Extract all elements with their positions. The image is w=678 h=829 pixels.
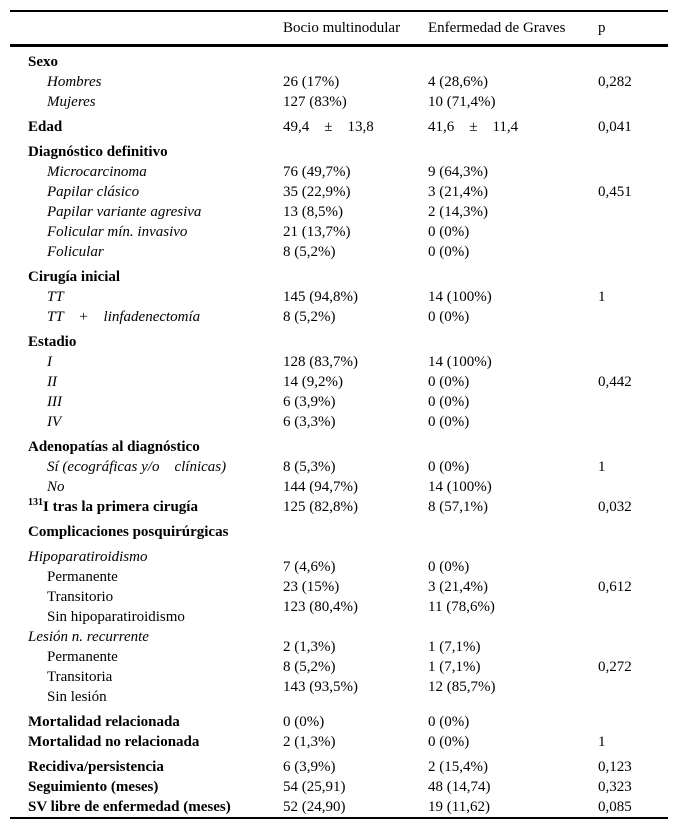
table-row xyxy=(10,607,668,627)
table-row xyxy=(10,242,668,262)
table-row xyxy=(10,307,668,327)
row-label: Mortalidad relacionada xyxy=(28,714,180,730)
row-label: Papilar variante agresiva xyxy=(47,204,202,220)
value-cell xyxy=(283,497,428,517)
cell-text: 11 (78,6%) xyxy=(428,599,495,615)
p-value-cell xyxy=(598,752,668,777)
value-cell xyxy=(428,432,598,457)
table-row xyxy=(10,647,668,667)
p-value-cell xyxy=(598,202,668,222)
row-label: Transitorio xyxy=(47,589,114,605)
cell-text: 1 xyxy=(598,289,606,305)
value-cell xyxy=(428,222,598,242)
table-row xyxy=(10,262,668,287)
value-cell xyxy=(428,477,598,497)
value-cell xyxy=(428,262,598,287)
cell-text: 0 (0%) xyxy=(428,224,470,240)
cell-text: 1 (7,1%) xyxy=(428,659,481,675)
cell-text: 14 (9,2%) xyxy=(283,374,343,390)
cell-text: 21 (13,7%) xyxy=(283,224,351,240)
p-value-cell xyxy=(598,607,668,627)
p-value-cell xyxy=(598,262,668,287)
header-enfermedad-de-graves: Enfermedad de Graves xyxy=(428,11,598,46)
row-label: Sí (ecográficas y/o clínicas) xyxy=(47,459,227,475)
cell-text: 3 (21,4%) xyxy=(428,579,488,595)
table-row xyxy=(10,372,668,392)
cell-text: 1 xyxy=(598,734,606,750)
value-cell xyxy=(428,112,598,137)
row-label: I xyxy=(47,354,52,370)
row-label: Lesión n. recurrente xyxy=(28,629,149,645)
value-cell xyxy=(283,162,428,182)
value-cell xyxy=(428,46,598,73)
value-cell xyxy=(428,182,598,202)
cell-text: 49,4 ± 13,8 xyxy=(283,119,374,135)
table-row xyxy=(10,222,668,242)
cell-text: 12 (85,7%) xyxy=(428,679,496,695)
cell-text: 0,442 xyxy=(598,374,632,390)
p-value-cell xyxy=(598,457,668,477)
value-cell xyxy=(283,202,428,222)
table-row xyxy=(10,202,668,222)
value-cell xyxy=(428,92,598,112)
value-cell xyxy=(283,182,428,202)
table-row xyxy=(10,732,668,752)
p-value-cell xyxy=(598,392,668,412)
cell-text: 6 (3,3%) xyxy=(283,414,336,430)
cell-text: 8 (5,2%) xyxy=(283,309,336,325)
cell-text: 8 (5,2%) xyxy=(283,659,336,675)
table-row xyxy=(10,287,668,307)
cell-text: 6 (3,9%) xyxy=(283,759,336,775)
cell-text: 3 (21,4%) xyxy=(428,184,488,200)
value-cell xyxy=(428,777,598,797)
cell-text: 14 (100%) xyxy=(428,289,492,305)
cell-text: 2 (1,3%) xyxy=(283,639,336,655)
value-cell xyxy=(428,202,598,222)
value-cell xyxy=(428,72,598,92)
value-cell xyxy=(283,352,428,372)
value-cell xyxy=(283,392,428,412)
p-value-cell xyxy=(598,92,668,112)
value-cell xyxy=(428,162,598,182)
p-value-cell xyxy=(598,112,668,137)
p-value-cell xyxy=(598,46,668,73)
cell-text: 0,032 xyxy=(598,499,632,515)
row-label: Sexo xyxy=(28,54,58,70)
p-value-cell xyxy=(598,242,668,262)
p-value-cell xyxy=(598,517,668,542)
cell-text: 0 (0%) xyxy=(428,394,470,410)
table-row xyxy=(10,457,668,477)
row-label: Mortalidad no relacionada xyxy=(28,734,200,750)
value-cell xyxy=(283,327,428,352)
cell-text: 0,085 xyxy=(598,799,632,815)
table-row xyxy=(10,797,668,818)
table-row xyxy=(10,777,668,797)
cell-text: 14 (100%) xyxy=(428,354,492,370)
p-value-cell xyxy=(598,137,668,162)
value-cell xyxy=(428,372,598,392)
value-cell xyxy=(283,732,428,752)
p-value-cell xyxy=(598,432,668,457)
row-label: Edad xyxy=(28,119,63,135)
cell-text: 8 (57,1%) xyxy=(428,499,488,515)
p-value-cell xyxy=(598,72,668,92)
cell-text: 127 (83%) xyxy=(283,94,347,110)
row-label: Diagnóstico definitivo xyxy=(28,144,168,160)
value-cell xyxy=(428,352,598,372)
cell-text: 52 (24,90) xyxy=(283,799,346,815)
table-row xyxy=(10,112,668,137)
table-row xyxy=(10,752,668,777)
cell-text: 0 (0%) xyxy=(428,714,470,730)
p-value-cell xyxy=(598,477,668,497)
cell-text: 9 (64,3%) xyxy=(428,164,488,180)
cell-text: 0,612 xyxy=(598,579,632,595)
cell-text: 13 (8,5%) xyxy=(283,204,343,220)
cell-text: 10 (71,4%) xyxy=(428,94,496,110)
table-row xyxy=(10,352,668,372)
value-cell xyxy=(283,112,428,137)
value-cell xyxy=(428,392,598,412)
row-label: TT xyxy=(47,289,64,305)
table-row xyxy=(10,412,668,432)
table-row xyxy=(10,627,668,647)
value-cell xyxy=(283,432,428,457)
p-value-cell xyxy=(598,352,668,372)
cell-text: 0,451 xyxy=(598,184,632,200)
table-row xyxy=(10,46,668,73)
value-cell xyxy=(283,372,428,392)
cell-text: 128 (83,7%) xyxy=(283,354,358,370)
comparison-table xyxy=(10,10,668,819)
table-row xyxy=(10,392,668,412)
value-cell xyxy=(428,137,598,162)
value-cell xyxy=(283,517,428,542)
table-row xyxy=(10,92,668,112)
row-label: Mujeres xyxy=(47,94,96,110)
row-label: Hombres xyxy=(47,74,102,90)
row-label: Sin lesión xyxy=(47,689,107,705)
row-label: Permanente xyxy=(47,569,118,585)
row-label: Folicular xyxy=(47,244,104,260)
cell-text: 4 (28,6%) xyxy=(428,74,488,90)
p-value-cell xyxy=(598,627,668,647)
cell-text: 144 (94,7%) xyxy=(283,479,358,495)
row-label: Folicular mín. invasivo xyxy=(47,224,188,240)
cell-text: 0 (0%) xyxy=(283,714,325,730)
value-cell xyxy=(283,412,428,432)
row-label: Microcarcinoma xyxy=(47,164,147,180)
cell-text: 2 (1,3%) xyxy=(283,734,336,750)
value-cell xyxy=(428,732,598,752)
cell-text: 0 (0%) xyxy=(428,374,470,390)
p-value-cell xyxy=(598,732,668,752)
cell-text: 0 (0%) xyxy=(428,244,470,260)
p-value-cell xyxy=(598,162,668,182)
table-row xyxy=(10,687,668,707)
value-cell xyxy=(283,287,428,307)
table-header xyxy=(10,11,668,46)
row-label: Adenopatías al diagnóstico xyxy=(28,439,200,455)
cell-text: 54 (25,91) xyxy=(283,779,346,795)
cell-text: 23 (15%) xyxy=(283,579,340,595)
value-cell xyxy=(283,137,428,162)
value-cell xyxy=(283,72,428,92)
p-value-cell xyxy=(598,327,668,352)
row-label: Sin hipoparatiroidismo xyxy=(47,609,185,625)
value-cell xyxy=(283,92,428,112)
cell-text: 145 (94,8%) xyxy=(283,289,358,305)
table-row xyxy=(10,432,668,457)
value-cell xyxy=(283,599,428,627)
value-cell xyxy=(283,752,428,777)
row-label: Complicaciones posquirúrgicas xyxy=(28,524,229,540)
cell-text: 0 (0%) xyxy=(428,559,470,575)
cell-text: 0,123 xyxy=(598,759,632,775)
row-label: $^{131}$I tras la primera cirugía xyxy=(28,497,198,515)
cell-text: 7 (4,6%) xyxy=(283,559,336,575)
cell-text: 1 (7,1%) xyxy=(428,639,481,655)
value-cell xyxy=(283,679,428,707)
cell-text: 143 (93,5%) xyxy=(283,679,358,695)
cell-text: 0,282 xyxy=(598,74,632,90)
table-body xyxy=(10,46,668,819)
cell-text: 0,272 xyxy=(598,659,632,675)
value-cell xyxy=(428,242,598,262)
value-cell xyxy=(428,497,598,517)
cell-text: 2 (14,3%) xyxy=(428,204,488,220)
p-value-cell xyxy=(598,307,668,327)
cell-text: 0,041 xyxy=(598,119,632,135)
row-label: III xyxy=(47,394,62,410)
value-cell xyxy=(428,752,598,777)
cell-text: 26 (17%) xyxy=(283,74,340,90)
value-cell xyxy=(428,307,598,327)
cell-text: 41,6 ± 11,4 xyxy=(428,119,519,135)
p-value-cell xyxy=(598,182,668,202)
cell-text: 0 (0%) xyxy=(428,459,470,475)
table-row xyxy=(10,72,668,92)
p-value-cell xyxy=(598,412,668,432)
p-value-cell xyxy=(598,542,668,567)
cell-text: 19 (11,62) xyxy=(428,799,490,815)
table-row xyxy=(10,327,668,352)
row-label: Transitoria xyxy=(47,669,113,685)
cell-text: 2 (15,4%) xyxy=(428,759,488,775)
value-cell xyxy=(283,242,428,262)
value-cell xyxy=(428,412,598,432)
row-label: TT + linfadenectomía xyxy=(47,309,201,325)
row-label: SV libre de enfermedad (meses) xyxy=(28,799,231,815)
cell-text: 8 (5,3%) xyxy=(283,459,336,475)
value-cell xyxy=(283,222,428,242)
value-cell xyxy=(428,797,598,818)
cell-text: 1 xyxy=(598,459,606,475)
row-label: Cirugía inicial xyxy=(28,269,121,285)
p-value-cell xyxy=(598,707,668,732)
paper-table-page xyxy=(0,10,678,829)
row-label: Recidiva/persistencia xyxy=(28,759,164,775)
value-cell xyxy=(283,457,428,477)
p-value-cell xyxy=(598,497,668,517)
p-value-cell xyxy=(598,687,668,707)
value-cell xyxy=(283,777,428,797)
header-empty-cell xyxy=(10,11,283,46)
cell-text: 0 (0%) xyxy=(428,414,470,430)
isotope-superscript: 131 xyxy=(28,497,43,508)
value-cell xyxy=(283,797,428,818)
row-label: Estadio xyxy=(28,334,77,350)
header-row xyxy=(10,11,668,46)
header-bocio-multinodular: Bocio multinodular xyxy=(283,11,428,46)
p-value-cell xyxy=(598,659,668,687)
value-cell xyxy=(428,517,598,542)
value-cell xyxy=(283,477,428,497)
table-row xyxy=(10,542,668,567)
value-cell xyxy=(283,46,428,73)
value-cell xyxy=(428,327,598,352)
value-cell xyxy=(283,262,428,287)
p-value-cell xyxy=(598,797,668,818)
value-cell xyxy=(283,707,428,732)
cell-text: 6 (3,9%) xyxy=(283,394,336,410)
cell-text: 0,323 xyxy=(598,779,632,795)
row-label: II xyxy=(47,374,57,390)
cell-text: 125 (82,8%) xyxy=(283,499,358,515)
value-cell xyxy=(283,307,428,327)
row-label: IV xyxy=(47,414,62,430)
header-p-value: p xyxy=(598,11,668,46)
cell-text: 8 (5,2%) xyxy=(283,244,336,260)
row-label: Hipoparatiroidismo xyxy=(28,549,148,565)
p-value-cell xyxy=(598,579,668,607)
cell-text: 48 (14,74) xyxy=(428,779,491,795)
cell-text: 0 (0%) xyxy=(428,734,470,750)
cell-text: 76 (49,7%) xyxy=(283,164,351,180)
cell-text: 0 (0%) xyxy=(428,309,470,325)
value-cell xyxy=(428,457,598,477)
table-row xyxy=(10,517,668,542)
row-label: Seguimiento (meses) xyxy=(28,779,159,795)
row-label: Papilar clásico xyxy=(47,184,140,200)
p-value-cell xyxy=(598,222,668,242)
p-value-cell xyxy=(598,372,668,392)
value-cell xyxy=(428,287,598,307)
value-cell xyxy=(428,707,598,732)
table-row xyxy=(10,182,668,202)
value-cell xyxy=(428,599,598,627)
table-row xyxy=(10,497,668,517)
value-cell xyxy=(428,679,598,707)
table-row xyxy=(10,707,668,732)
table-row xyxy=(10,477,668,497)
cell-text: 14 (100%) xyxy=(428,479,492,495)
p-value-cell xyxy=(598,777,668,797)
cell-text: 35 (22,9%) xyxy=(283,184,351,200)
p-value-cell xyxy=(598,287,668,307)
table-row xyxy=(10,137,668,162)
table-row xyxy=(10,162,668,182)
row-label: Permanente xyxy=(47,649,118,665)
row-label: No xyxy=(47,479,65,495)
cell-text: 123 (80,4%) xyxy=(283,599,358,615)
